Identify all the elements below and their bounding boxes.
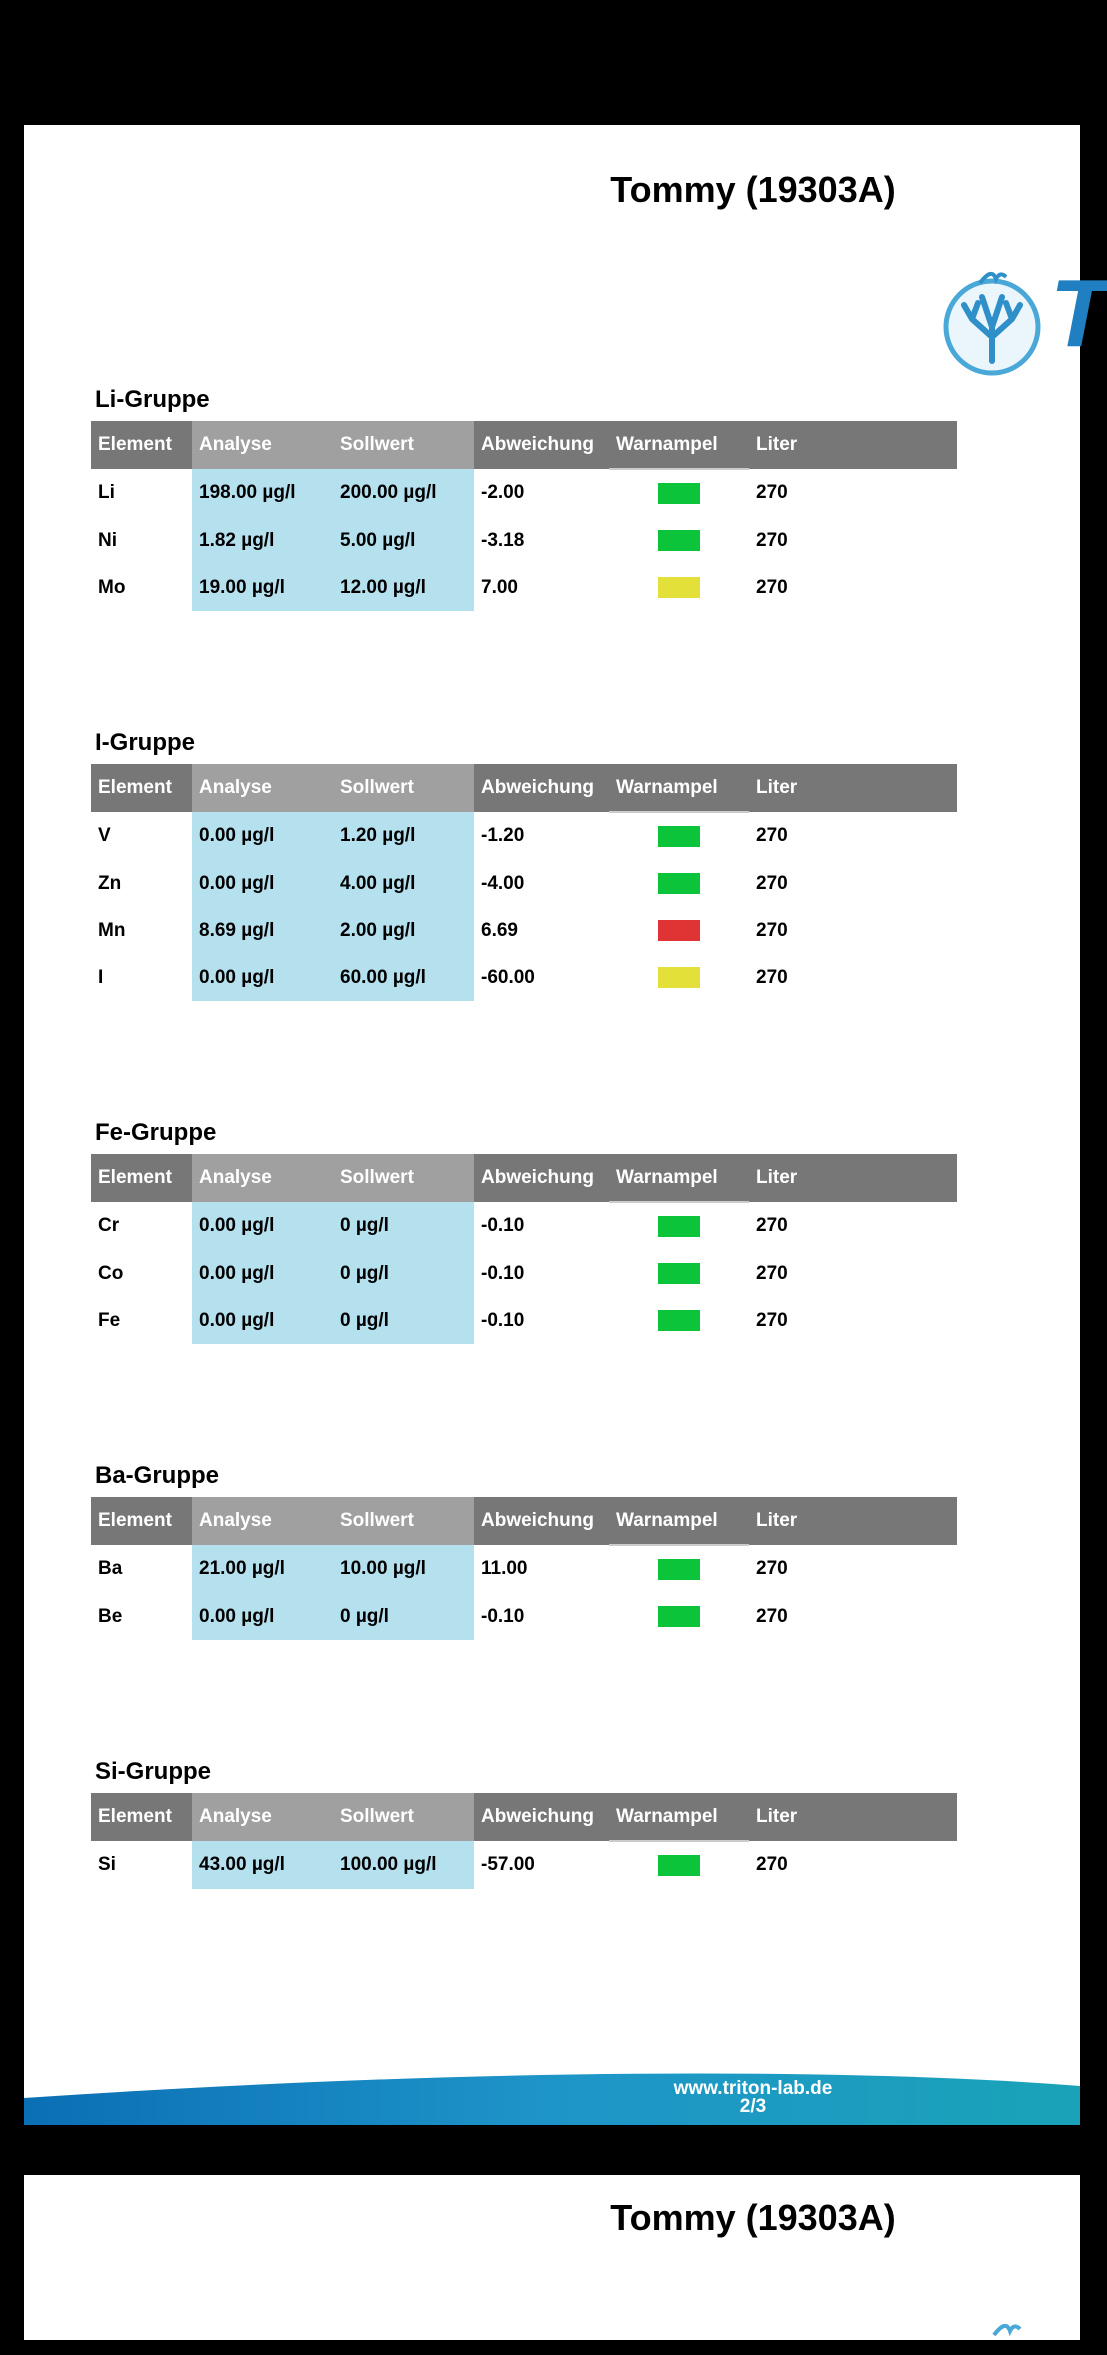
column-header-abweichung: Abweichung (474, 1793, 609, 1841)
column-header-analyse: Analyse (192, 1793, 333, 1841)
cell-abweichung: -60.00 (481, 966, 535, 988)
group-section (91, 728, 957, 1001)
column-header-sollwert: Sollwert (333, 1497, 474, 1545)
cell-sollwert: 10.00 µg/l (333, 1545, 474, 1593)
footer-text (588, 2080, 918, 2116)
group-title: Fe-Gruppe (95, 1119, 217, 1146)
report-page (24, 125, 1107, 2125)
table-row (91, 1250, 957, 1297)
cell-abweichung: -0.10 (481, 1605, 525, 1627)
cell-warnampel (609, 812, 749, 860)
column-header-liter: Liter (749, 764, 957, 812)
cell-liter: 270 (756, 825, 788, 846)
column-header-liter: Liter (749, 1154, 957, 1202)
cell-abweichung: 11.00 (481, 1558, 528, 1579)
group-section (91, 1118, 957, 1344)
page-number: 2/3 (739, 2096, 767, 2117)
warn-lamp-green (658, 1216, 700, 1237)
group-title: Si-Gruppe (95, 1758, 212, 1785)
cell-analyse: 1.82 µg/l (192, 517, 333, 564)
page-footer (24, 2060, 1080, 2125)
coral-logo-icon (936, 265, 1048, 377)
warn-lamp-green (658, 1263, 700, 1284)
column-header-liter: Liter (749, 1793, 957, 1841)
group-table (91, 1154, 957, 1344)
column-header-analyse: Analyse (192, 421, 333, 469)
cell-sollwert: 0 µg/l (333, 1297, 474, 1344)
cell-element: Li (98, 482, 115, 503)
column-header-warnampel: Warnampel (609, 1154, 749, 1202)
cell-element: V (98, 825, 111, 846)
cell-element: Si (98, 1854, 116, 1875)
cell-analyse: 19.00 µg/l (192, 564, 333, 611)
cell-analyse: 43.00 µg/l (192, 1841, 333, 1889)
cell-element: I (98, 966, 104, 988)
table-row (91, 1297, 957, 1344)
cell-element: Fe (98, 1309, 121, 1331)
cell-warnampel (609, 1545, 749, 1593)
cell-abweichung: -0.10 (481, 1215, 525, 1236)
next-page (24, 2175, 1080, 2340)
column-header-abweichung: Abweichung (474, 1497, 609, 1545)
cell-abweichung: -3.18 (481, 529, 525, 551)
cell-liter: 270 (756, 1558, 788, 1579)
cell-analyse: 0.00 µg/l (192, 812, 333, 860)
triton-logo (936, 260, 1107, 385)
cell-element: Cr (98, 1215, 120, 1236)
cell-liter: 270 (756, 1605, 788, 1627)
cell-abweichung: -4.00 (481, 872, 525, 894)
column-header-warnampel: Warnampel (609, 1793, 749, 1841)
cell-abweichung: -2.00 (481, 482, 525, 503)
cell-element: Ba (98, 1558, 123, 1579)
group-section (91, 1461, 957, 1640)
warn-lamp-green (658, 1559, 700, 1580)
column-header-analyse: Analyse (192, 1154, 333, 1202)
group-table (91, 421, 957, 611)
group-section (91, 385, 957, 611)
warn-lamp-green (658, 1606, 700, 1627)
cell-abweichung: -0.10 (481, 1309, 525, 1331)
cell-liter: 270 (756, 872, 788, 894)
cell-abweichung: 6.69 (481, 919, 518, 941)
cell-analyse: 0.00 µg/l (192, 1593, 333, 1640)
column-header-abweichung: Abweichung (474, 421, 609, 469)
cell-warnampel (609, 1250, 749, 1297)
column-header-sollwert: Sollwert (333, 421, 474, 469)
cell-analyse: 0.00 µg/l (192, 1250, 333, 1297)
table-header-row (91, 1497, 957, 1545)
group-title: Li-Gruppe (95, 386, 210, 413)
coral-logo-icon (984, 2315, 1024, 2355)
warn-lamp-green (658, 483, 700, 504)
cell-sollwert: 4.00 µg/l (333, 860, 474, 907)
cell-liter: 270 (756, 1854, 788, 1875)
cell-element: Co (98, 1262, 124, 1284)
cell-abweichung: -57.00 (481, 1854, 535, 1875)
table-row (91, 1593, 957, 1640)
table-row (91, 1545, 957, 1593)
group-table (91, 764, 957, 1001)
cell-sollwert: 5.00 µg/l (333, 517, 474, 564)
cell-warnampel (609, 954, 749, 1001)
column-header-element: Element (91, 1793, 192, 1841)
logo-letter: T (1050, 260, 1107, 367)
footer-url[interactable]: www.triton-lab.de (673, 2078, 833, 2099)
cell-sollwert: 100.00 µg/l (333, 1841, 474, 1889)
column-header-warnampel: Warnampel (609, 421, 749, 469)
cell-warnampel (609, 1202, 749, 1250)
column-header-abweichung: Abweichung (474, 764, 609, 812)
cell-analyse: 0.00 µg/l (192, 1202, 333, 1250)
cell-sollwert: 1.20 µg/l (333, 812, 474, 860)
table-row (91, 907, 957, 954)
table-row (91, 812, 957, 860)
group-table (91, 1793, 957, 1889)
column-header-sollwert: Sollwert (333, 1154, 474, 1202)
cell-liter: 270 (756, 919, 788, 941)
cell-sollwert: 60.00 µg/l (333, 954, 474, 1001)
column-header-sollwert: Sollwert (333, 1793, 474, 1841)
cell-liter: 270 (756, 529, 788, 551)
table-row (91, 860, 957, 907)
column-header-sollwert: Sollwert (333, 764, 474, 812)
warn-lamp-green (658, 1855, 700, 1876)
table-header-row (91, 764, 957, 812)
cell-sollwert: 12.00 µg/l (333, 564, 474, 611)
cell-element: Mn (98, 919, 126, 941)
cell-warnampel (609, 1841, 749, 1889)
column-header-warnampel: Warnampel (609, 1497, 749, 1545)
footer-wave (24, 2060, 1080, 2125)
warn-lamp-green (658, 826, 700, 847)
cell-abweichung: -0.10 (481, 1262, 525, 1284)
cell-liter: 270 (756, 482, 788, 503)
cell-element: Zn (98, 872, 122, 894)
cell-element: Mo (98, 576, 126, 598)
column-header-abweichung: Abweichung (474, 1154, 609, 1202)
column-header-element: Element (91, 1154, 192, 1202)
cell-element: Be (98, 1605, 123, 1627)
table-header-row (91, 1154, 957, 1202)
cell-analyse: 8.69 µg/l (192, 907, 333, 954)
cell-analyse: 0.00 µg/l (192, 1297, 333, 1344)
cell-liter: 270 (756, 1309, 788, 1331)
cell-sollwert: 2.00 µg/l (333, 907, 474, 954)
column-header-element: Element (91, 1497, 192, 1545)
cell-sollwert: 0 µg/l (333, 1593, 474, 1640)
group-title: Ba-Gruppe (95, 1462, 220, 1489)
cell-liter: 270 (756, 1215, 788, 1236)
cell-liter: 270 (756, 1262, 788, 1284)
table-row (91, 1841, 957, 1889)
cell-warnampel (609, 907, 749, 954)
column-header-element: Element (91, 764, 192, 812)
cell-warnampel (609, 564, 749, 611)
group-table (91, 1497, 957, 1640)
cell-sollwert: 200.00 µg/l (333, 469, 474, 517)
cell-sollwert: 0 µg/l (333, 1250, 474, 1297)
table-row (91, 954, 957, 1001)
table-row (91, 564, 957, 611)
warn-lamp-yellow (658, 967, 700, 988)
warn-lamp-green (658, 1310, 700, 1331)
warn-lamp-green (658, 873, 700, 894)
table-row (91, 517, 957, 564)
cell-warnampel (609, 469, 749, 517)
cell-warnampel (609, 517, 749, 564)
column-header-warnampel: Warnampel (609, 764, 749, 812)
cell-analyse: 0.00 µg/l (192, 860, 333, 907)
cell-analyse: 0.00 µg/l (192, 954, 333, 1001)
cell-warnampel (609, 1593, 749, 1640)
cell-liter: 270 (756, 966, 788, 988)
column-header-analyse: Analyse (192, 1497, 333, 1545)
cell-warnampel (609, 1297, 749, 1344)
column-header-liter: Liter (749, 421, 957, 469)
table-header-row (91, 421, 957, 469)
column-header-liter: Liter (749, 1497, 957, 1545)
cell-liter: 270 (756, 576, 788, 598)
cell-analyse: 198.00 µg/l (192, 469, 333, 517)
group-section (91, 1757, 957, 1889)
cell-analyse: 21.00 µg/l (192, 1545, 333, 1593)
group-title: I-Gruppe (95, 729, 195, 756)
warn-lamp-green (658, 530, 700, 551)
cell-element: Ni (98, 529, 117, 551)
warn-lamp-yellow (658, 577, 700, 598)
cell-sollwert: 0 µg/l (333, 1202, 474, 1250)
cell-abweichung: -1.20 (481, 825, 525, 846)
warn-lamp-red (658, 920, 700, 941)
column-header-element: Element (91, 421, 192, 469)
cell-abweichung: 7.00 (481, 576, 518, 598)
next-page-title: Tommy (19303A) (610, 2197, 896, 2238)
table-row (91, 1202, 957, 1250)
cell-warnampel (609, 860, 749, 907)
table-header-row (91, 1793, 957, 1841)
column-header-analyse: Analyse (192, 764, 333, 812)
table-row (91, 469, 957, 517)
page-title: Tommy (19303A) (610, 169, 896, 210)
